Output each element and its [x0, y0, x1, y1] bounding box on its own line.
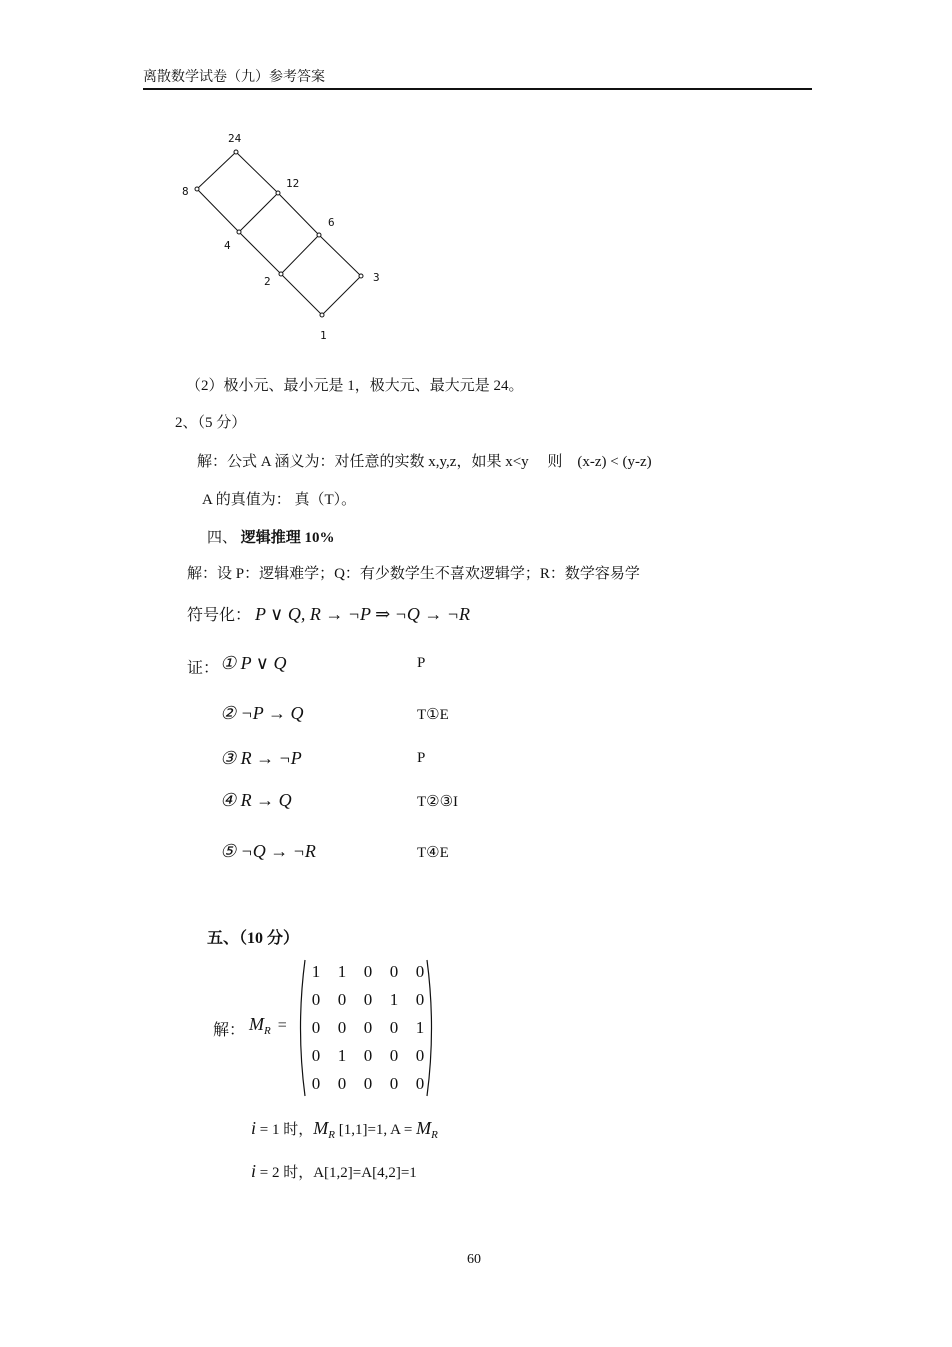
- symbolization: [187, 602, 470, 625]
- matrix-cell: 1: [337, 962, 347, 981]
- matrix-cell: 0: [415, 990, 425, 1009]
- matrix-cell: 0: [337, 1074, 347, 1093]
- proof-step-3-rule: P: [417, 750, 426, 766]
- section-4-prefix: 四、: [207, 530, 238, 546]
- header-title: 离散数学试卷（九）参考答案: [143, 70, 325, 85]
- matrix-cell: 0: [363, 1018, 373, 1037]
- proof-step-5-rule: T④E: [417, 845, 449, 861]
- extrema-line: （2）极小元、最小元是 1，极大元、最大元是 24。: [186, 378, 524, 394]
- node-12: [276, 191, 280, 195]
- q2-solution: 解：公式 A 涵义为：对任意的实数 x,y,z，如果 x<y 则 (x-z) < (y-z): [197, 454, 652, 470]
- matrix-cell: 0: [415, 1046, 425, 1065]
- step-i1-eq: = 1 时，: [256, 1122, 314, 1138]
- matrix-cell: 1: [389, 990, 399, 1009]
- step-i2: [251, 1161, 417, 1182]
- label-2: 2: [264, 275, 271, 288]
- matrix-equals: =: [277, 1017, 287, 1034]
- node-6: [317, 233, 321, 237]
- proof-step-2-formula: ② ¬P → Q: [220, 703, 304, 723]
- step-i1-m2: M: [416, 1118, 432, 1138]
- matrix-cell: 0: [415, 962, 425, 981]
- node-8: [195, 187, 199, 191]
- section-5-heading: 五、（10 分）: [207, 930, 300, 947]
- matrix-cell: 0: [311, 1018, 321, 1037]
- section-4-heading: [207, 526, 335, 547]
- matrix-cell: 1: [311, 962, 321, 981]
- proof-step-4-formula: ④ R → Q: [220, 790, 292, 810]
- matrix-cell: 0: [337, 990, 347, 1009]
- matrix-cell: 0: [363, 1074, 373, 1093]
- symbolize-label: 符号化：: [187, 607, 252, 624]
- matrix-cell: 1: [337, 1046, 347, 1065]
- label-4: 4: [224, 239, 231, 252]
- matrix-cell: 0: [363, 990, 373, 1009]
- node-1: [320, 313, 324, 317]
- matrix-cell: 0: [363, 962, 373, 981]
- matrix-cell: 0: [389, 1074, 399, 1093]
- proof-step-2-rule: T①E: [417, 707, 449, 723]
- node-4: [237, 230, 241, 234]
- step-i1-sub: R: [328, 1129, 335, 1141]
- proof-step-5-formula: ⑤ ¬Q → ¬R: [220, 841, 316, 861]
- step-i1-m: M: [313, 1118, 329, 1138]
- matrix-cell: 0: [311, 1046, 321, 1065]
- hasse-diagram: [170, 120, 400, 350]
- node-2: [279, 272, 283, 276]
- node-24: [234, 150, 238, 154]
- matrix-cell: 0: [389, 1018, 399, 1037]
- label-8: 8: [182, 185, 189, 198]
- matrix-cell: 0: [415, 1074, 425, 1093]
- node-3: [359, 274, 363, 278]
- label-6: 6: [328, 216, 335, 229]
- matrix-symbol: M: [249, 1014, 264, 1034]
- matrix-subscript: R: [264, 1025, 271, 1038]
- matrix-cell: 0: [311, 990, 321, 1009]
- proof-step-1-rule: P: [417, 655, 426, 671]
- q2-truth-value: A 的真值为： 真（T）。: [202, 492, 357, 508]
- section-4-title: 逻辑推理 10%: [240, 530, 335, 546]
- matrix-cell: 0: [311, 1074, 321, 1093]
- matrix-cell: 1: [415, 1018, 425, 1037]
- section-4-setup: 解：设 P：逻辑难学；Q：有少数学生不喜欢逻辑学；R：数学容易学: [187, 566, 640, 582]
- page-header: [143, 68, 812, 90]
- label-24: 24: [228, 132, 242, 145]
- label-12: 12: [286, 177, 300, 190]
- step-i1-sub2: R: [431, 1129, 438, 1141]
- matrix-cell: 0: [363, 1046, 373, 1065]
- step-i2-var: i: [251, 1161, 257, 1181]
- section-5-solution-label: 解：: [213, 1022, 246, 1039]
- step-i1-var: i: [251, 1118, 257, 1138]
- matrix-cell: 0: [337, 1018, 347, 1037]
- step-i1: [251, 1118, 438, 1141]
- label-1: 1: [320, 329, 327, 342]
- proof-label: 证：: [187, 660, 220, 677]
- matrix-cell: 0: [389, 962, 399, 981]
- step-i1-rest: [1,1]=1, A =: [334, 1122, 417, 1138]
- label-3: 3: [373, 271, 380, 284]
- proof-step-1-formula: ① P ∨ Q: [220, 653, 287, 673]
- symbolize-formula: P ∨ Q, R → ¬P ⇒ ¬Q → ¬R: [255, 604, 471, 624]
- proof-step-3-formula: ③ R → ¬P: [220, 748, 302, 768]
- matrix-name: [249, 1014, 287, 1037]
- proof-step-4-rule: T②③I: [417, 794, 459, 810]
- q2-heading: 2、（5 分）: [175, 415, 247, 431]
- page-number: 60: [467, 1252, 481, 1267]
- relation-matrix: [295, 958, 437, 1098]
- matrix-cell: 0: [389, 1046, 399, 1065]
- step-i2-text: = 2 时，A[1,2]=A[4,2]=1: [256, 1165, 417, 1181]
